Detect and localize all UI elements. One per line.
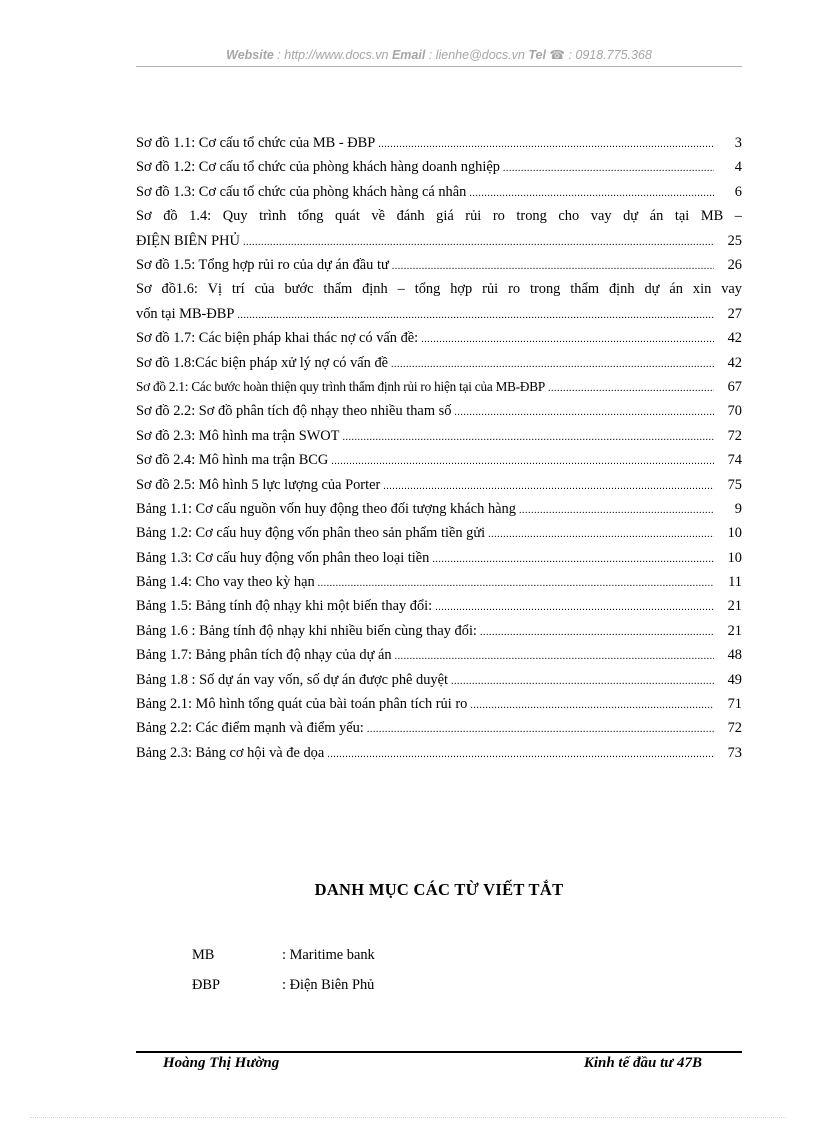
toc-entry (136, 692, 742, 716)
abbreviation-term: ĐBP (192, 977, 220, 993)
toc-entry-title-line1: Sơ đồ 1.4: Quy trình tổng quát về đánh giá rủi ro trong cho vay dự án tại MB – (136, 208, 742, 225)
toc-page-number: 9 (734, 500, 742, 517)
toc-entry-title: Sơ đồ 1.5: Tổng hợp rủi ro của dự án đầu tư (136, 256, 389, 273)
toc-page-number: 25 (727, 232, 742, 249)
toc-page-number: 42 (727, 330, 742, 347)
toc-entry (136, 253, 742, 277)
toc-page-number: 75 (727, 476, 742, 493)
dot-leader (432, 548, 714, 572)
toc-entry (136, 277, 742, 326)
toc-entry (136, 643, 742, 667)
toc-entry-title: Bảng 2.3: Bảng cơ hội và đe dọa (136, 744, 325, 761)
dot-leader (488, 523, 714, 547)
toc-entry (136, 326, 742, 350)
toc-entry (136, 619, 742, 643)
toc-entry-title: Sơ đồ 1.8:Các biện pháp xử lý nợ có vấn đề (136, 354, 389, 371)
toc-entry (136, 570, 742, 594)
toc-page-number: 74 (727, 452, 742, 469)
toc-entry (136, 473, 742, 497)
tel-value: ☎ : 0918.775.368 (545, 48, 652, 62)
footer-divider (136, 1051, 742, 1053)
toc-page-number: 27 (727, 305, 742, 322)
toc-page-number: 26 (727, 256, 742, 273)
toc-entry (136, 741, 742, 765)
toc-entry (136, 180, 742, 204)
abbreviation-row (192, 944, 375, 966)
toc-entry-title: Bảng 1.1: Cơ cấu nguồn vốn huy động theo đối tượng khách hàng (136, 500, 516, 517)
dot-leader (503, 157, 714, 181)
dot-leader (237, 304, 714, 328)
toc-entry (136, 155, 742, 179)
dot-leader (454, 401, 714, 425)
email-value: : lienhe@docs.vn (425, 48, 529, 62)
toc-entry-title: Sơ đồ 2.4: Mô hình ma trận BCG (136, 452, 329, 469)
dot-leader (318, 572, 714, 596)
toc-page-number: 10 (727, 525, 742, 542)
dot-leader (367, 718, 714, 742)
toc-entry (136, 521, 742, 545)
toc-entry-title: Sơ đồ 1.2: Cơ cấu tổ chức của phòng khách hàng doanh nghiệp (136, 159, 500, 176)
website-value: : http://www.docs.vn (273, 48, 392, 62)
dot-leader (480, 621, 714, 645)
table-of-figures (136, 131, 742, 765)
toc-entry (136, 375, 742, 399)
tel-label: Tel (528, 48, 546, 62)
page-header (136, 47, 742, 62)
abbreviation-meaning: : Maritime bank (282, 947, 375, 963)
dot-leader (519, 499, 714, 523)
dot-leader (469, 182, 714, 206)
toc-page-number: 21 (727, 622, 742, 639)
toc-entry (136, 546, 742, 570)
toc-entry-title: Bảng 1.4: Cho vay theo kỳ hạn (136, 574, 315, 591)
toc-page-number: 10 (727, 549, 742, 566)
abbreviation-term: MB (192, 947, 215, 963)
dot-leader (327, 743, 714, 767)
website-label: Website (226, 48, 274, 62)
toc-entry-title: Sơ đồ 2.1: Các bước hoàn thiện quy trình thẩm định rủi ro hiện tại của MB-ĐBP (136, 378, 545, 394)
dot-leader (331, 450, 714, 474)
toc-entry (136, 131, 742, 155)
toc-page-number: 11 (728, 574, 742, 591)
dot-leader (470, 694, 714, 718)
toc-page-number: 48 (727, 647, 742, 664)
dot-leader (243, 231, 714, 255)
dot-leader (548, 377, 714, 401)
abbreviations-title: DANH MỤC CÁC TỪ VIẾT TẮT (314, 880, 564, 899)
toc-entry-title: Sơ đồ 2.2: Sơ đồ phân tích độ nhạy theo nhiều tham số (136, 403, 452, 420)
toc-entry-title: Sơ đồ 1.7: Các biện pháp khai thác nợ có vấn đề: (136, 330, 419, 347)
toc-entry (136, 497, 742, 521)
toc-entry-title: Bảng 1.8 : Số dự án vay vốn, số dự án được phê duyệt (136, 671, 448, 688)
toc-page-number: 73 (727, 744, 742, 761)
toc-entry-title: Sơ đồ 2.5: Mô hình 5 lực lượng của Porter (136, 476, 381, 493)
toc-entry-title: Bảng 2.1: Mô hình tổng quát của bài toán phân tích rủi ro (136, 696, 468, 713)
dot-leader (435, 596, 714, 620)
dot-leader (395, 645, 714, 669)
toc-entry-title: ĐIỆN BIÊN PHỦ (136, 232, 240, 249)
abbreviation-row (192, 974, 374, 996)
toc-page-number: 3 (734, 135, 742, 151)
toc-entry (136, 668, 742, 692)
toc-entry-title: Bảng 1.3: Cơ cấu huy động vốn phân theo loại tiền (136, 549, 430, 566)
toc-entry (136, 448, 742, 472)
toc-entry-title: Bảng 1.6 : Bảng tính độ nhạy khi nhiều biến cùng thay đổi: (136, 622, 477, 639)
toc-entry-title: Bảng 1.7: Bảng phân tích độ nhạy của dự án (136, 647, 392, 664)
dot-leader (383, 475, 714, 499)
toc-entry (136, 424, 742, 448)
dot-leader (421, 328, 714, 352)
dot-leader (451, 670, 714, 694)
email-label: Email (391, 48, 426, 62)
toc-entry (136, 716, 742, 740)
toc-page-number: 72 (727, 427, 742, 444)
toc-page-number: 42 (727, 354, 742, 371)
dot-leader (392, 255, 714, 279)
toc-page-number: 67 (727, 378, 742, 395)
abbreviation-meaning: : Điện Biên Phủ (282, 977, 375, 993)
toc-page-number: 49 (727, 671, 742, 688)
toc-page-number: 70 (727, 403, 742, 420)
toc-entry (136, 204, 742, 253)
toc-page-number: 21 (727, 598, 742, 615)
header-divider (136, 66, 742, 67)
toc-entry (136, 351, 742, 375)
dot-leader (342, 426, 714, 450)
toc-page-number: 4 (734, 159, 742, 176)
toc-page-number: 72 (727, 720, 742, 737)
page-bottom-border (30, 1117, 786, 1118)
footer-class: Kinh tế đầu tư 47B (583, 1055, 702, 1071)
toc-entry-title: vốn tại MB-ĐBP (136, 305, 235, 322)
toc-entry-title: Sơ đồ 2.3: Mô hình ma trận SWOT (136, 427, 340, 444)
toc-entry-title: Sơ đồ 1.1: Cơ cấu tổ chức của MB - ĐBP (136, 135, 376, 151)
toc-page-number: 71 (727, 696, 742, 713)
toc-entry-title: Bảng 1.5: Bảng tính độ nhạy khi một biến thay đổi: (136, 598, 433, 615)
footer-author: Hoàng Thị Hường (163, 1055, 280, 1071)
toc-entry-title-line1: Sơ đồ1.6: Vị trí của bước thẩm định – tổng hợp rủi ro trong thẩm định dự án xin vay (136, 281, 742, 298)
dot-leader (391, 353, 714, 377)
toc-entry-title: Bảng 1.2: Cơ cấu huy động vốn phân theo sản phẩm tiền gửi (136, 525, 486, 542)
toc-entry-title: Sơ đồ 1.3: Cơ cấu tổ chức của phòng khách hàng cá nhân (136, 183, 467, 200)
toc-page-number: 6 (734, 183, 742, 200)
toc-entry-title: Bảng 2.2: Các điểm mạnh và điểm yếu: (136, 720, 364, 737)
toc-entry (136, 594, 742, 618)
toc-entry (136, 399, 742, 423)
dot-leader (378, 133, 714, 157)
